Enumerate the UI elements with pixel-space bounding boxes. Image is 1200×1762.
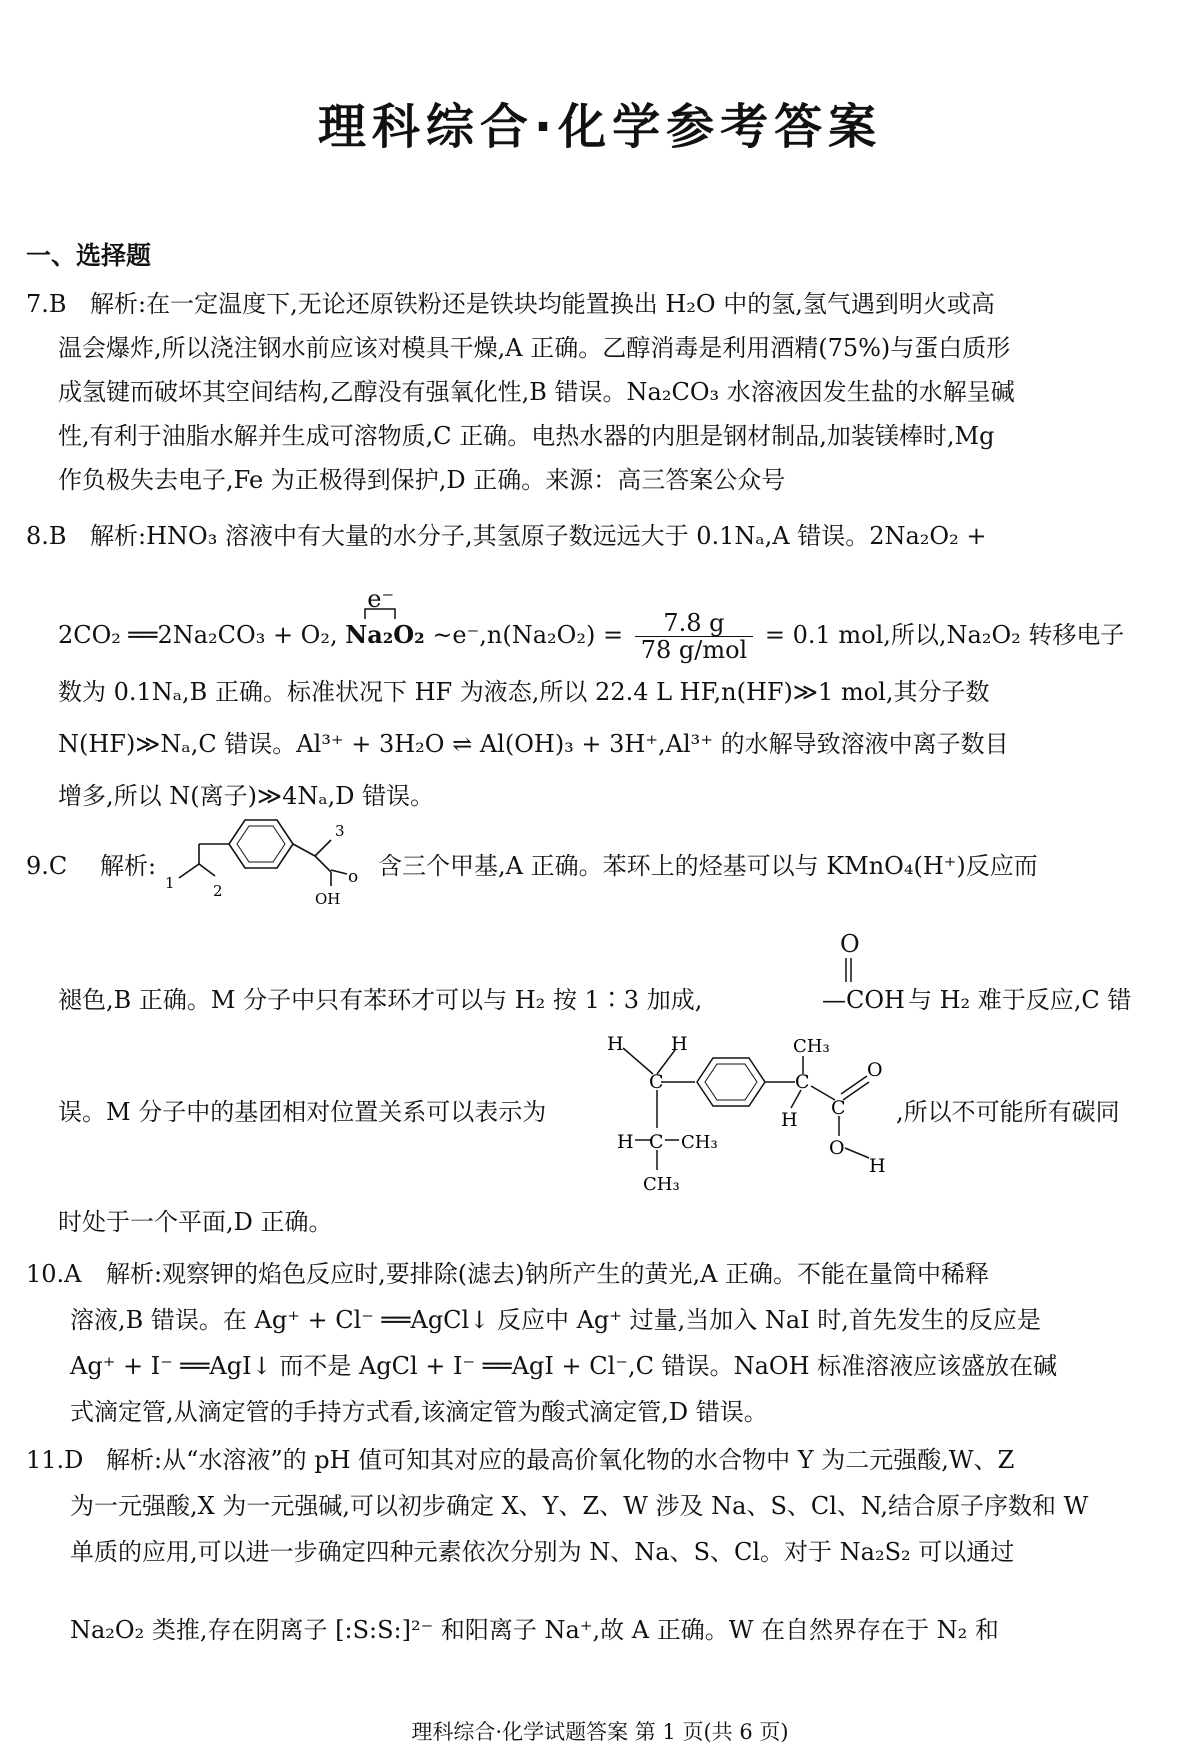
- oxygen-label: O: [867, 1059, 883, 1081]
- equation-mid: ~e⁻,n(Na₂O₂) =: [432, 621, 624, 649]
- question-number: 11.D: [26, 1446, 84, 1474]
- fraction: [635, 610, 754, 663]
- carboxyl-group: [822, 930, 905, 1016]
- text-line: ,所以不可能所有碳同: [896, 1098, 1120, 1126]
- carbon-label: C: [649, 1071, 664, 1093]
- text-line: 时处于一个平面,D 正确。: [58, 1208, 333, 1236]
- text-line: 成氢键而破坏其空间结构,乙醇没有强氧化性,B 错误。Na₂CO₃ 水溶液因发生盐的水解呈碱: [58, 378, 1015, 406]
- oxygen-label: o: [348, 867, 359, 887]
- text-line: 含三个甲基,A 正确。苯环上的烃基可以与 KMnO₄(H⁺)反应而: [378, 852, 1038, 880]
- text-line: 解析:HNO₃ 溶液中有大量的水分子,其氢原子数远远大于 0.1Nₐ,A 错误。2Na₂O₂ +: [90, 522, 987, 550]
- ibuprofen-skeletal-structure: [165, 800, 375, 910]
- disulfide-anion: [:S:S:]²⁻: [335, 1616, 434, 1644]
- question-number: 8.B: [26, 522, 67, 550]
- text-line: 式滴定管,从滴定管的手持方式看,该滴定管为酸式滴定管,D 错误。: [70, 1398, 768, 1426]
- carbonyl-oxygen: O: [840, 930, 860, 958]
- carbon-label: 2: [213, 882, 223, 900]
- text-line: 性,有利于油脂水解并生成可溶物质,C 正确。电热水器的内胆是钢材制品,加装镁棒时,Mg: [58, 422, 995, 450]
- molecule-3d-structure: [605, 1032, 895, 1202]
- text-line: 作负极失去电子,Fe 为正极得到保护,D 正确。来源：高三答案公众号: [58, 466, 786, 494]
- text-before-anion: Na₂O₂ 类推,存在阴离子: [70, 1616, 328, 1644]
- carboxyl-text: —COH: [822, 986, 905, 1014]
- page-footer: 理科综合·化学试题答案 第 1 页(共 6 页): [411, 1720, 789, 1744]
- text-line: 解析:从“水溶液”的 pH 值可知其对应的最高价氧化物的水合物中 Y 为二元强酸,W、Z: [106, 1446, 1015, 1474]
- hydrogen-label: H: [607, 1033, 624, 1055]
- double-bond-icon: [844, 958, 854, 984]
- methyl-label: CH₃: [681, 1132, 718, 1153]
- question-number: 7.B: [26, 290, 67, 318]
- carbon-label: C: [831, 1097, 846, 1119]
- transfer-bracket-icon: [361, 605, 401, 619]
- text-line: 解析:观察钾的焰色反应时,要排除(滤去)钠所产生的黄光,A 正确。不能在量筒中稀释: [106, 1260, 990, 1288]
- fraction-numerator: 7.8 g: [635, 610, 754, 637]
- text-line: N(HF)≫Nₐ,C 错误。Al³⁺ + 3H₂O ⇌ Al(OH)₃ + 3H⁺,Al³⁺ 的水解导致溶液中离子数目: [58, 730, 1009, 758]
- hydrogen-label: H: [671, 1033, 688, 1055]
- methyl-label: CH₃: [643, 1174, 680, 1195]
- electron-label: e⁻: [367, 585, 395, 613]
- text-line: [70, 1614, 999, 1646]
- hydrogen-label: H: [617, 1131, 634, 1153]
- carbon-label: 3: [335, 822, 345, 840]
- carbon-label: C: [795, 1071, 810, 1093]
- sodium-peroxide: Na₂O₂: [345, 620, 425, 649]
- text-line: 数为 0.1Nₐ,B 正确。标准状况下 HF 为液态,所以 22.4 L HF,n(HF)≫1 mol,其分子数: [58, 678, 990, 706]
- hydroxyl-label: OH: [315, 890, 341, 908]
- question-number: 9.C: [26, 852, 68, 880]
- methyl-label: CH₃: [793, 1036, 830, 1057]
- text-line: 与 H₂ 难于反应,C 错: [908, 986, 1132, 1014]
- text-line: 增多,所以 N(离子)≫4Nₐ,D 错误。: [58, 782, 435, 810]
- text-line: 溶液,B 错误。在 Ag⁺ + Cl⁻ ══AgCl↓ 反应中 Ag⁺ 过量,当加入 NaI 时,首先发生的反应是: [70, 1306, 1041, 1334]
- carbon-label: 1: [165, 874, 175, 892]
- hydrogen-label: H: [869, 1155, 886, 1177]
- oxygen-label: O: [829, 1137, 845, 1159]
- text-line: 误。M 分子中的基团相对位置关系可以表示为: [58, 1098, 547, 1126]
- text-line: 解析:在一定温度下,无论还原铁粉还是铁块均能置换出 H₂O 中的氢,氢气遇到明火或高: [90, 290, 995, 318]
- equation-line: [58, 585, 1125, 664]
- text-line: 单质的应用,可以进一步确定四种元素依次分别为 N、Na、S、Cl。对于 Na₂S₂ 可以通过: [70, 1538, 1015, 1566]
- hydrogen-label: H: [781, 1109, 798, 1131]
- carbon-label: C: [649, 1131, 664, 1153]
- section-heading: 一、选择题: [26, 241, 152, 270]
- equation-right: = 0.1 mol,所以,Na₂O₂ 转移电子: [764, 621, 1125, 649]
- text-line: 褪色,B 正确。M 分子中只有苯环才可以与 H₂ 按 1∶3 加成,: [58, 986, 703, 1014]
- text-line: Ag⁺ + I⁻ ══AgI↓ 而不是 AgCl + I⁻ ══AgI + Cl⁻,C 错误。NaOH 标准溶液应该盛放在碱: [70, 1352, 1058, 1380]
- electron-transfer: [345, 585, 425, 651]
- text-after-anion: 和阳离子 Na⁺,故 A 正确。W 在自然界存在于 N₂ 和: [440, 1616, 999, 1644]
- question-number: 10.A: [26, 1260, 82, 1288]
- analysis-label: 解析:: [100, 852, 157, 880]
- text-line: 温会爆炸,所以浇注钢水前应该对模具干燥,A 正确。乙醇消毒是利用酒精(75%)与蛋白质形: [58, 334, 1011, 362]
- page-title: 理科综合·化学参考答案: [317, 99, 883, 155]
- text-line: 为一元强酸,X 为一元强碱,可以初步确定 X、Y、Z、W 涉及 Na、S、Cl、N,结合原子序数和 W: [70, 1492, 1089, 1520]
- fraction-denominator: 78 g/mol: [640, 636, 748, 664]
- equation-left: 2CO₂ ══2Na₂CO₃ + O₂,: [58, 621, 338, 649]
